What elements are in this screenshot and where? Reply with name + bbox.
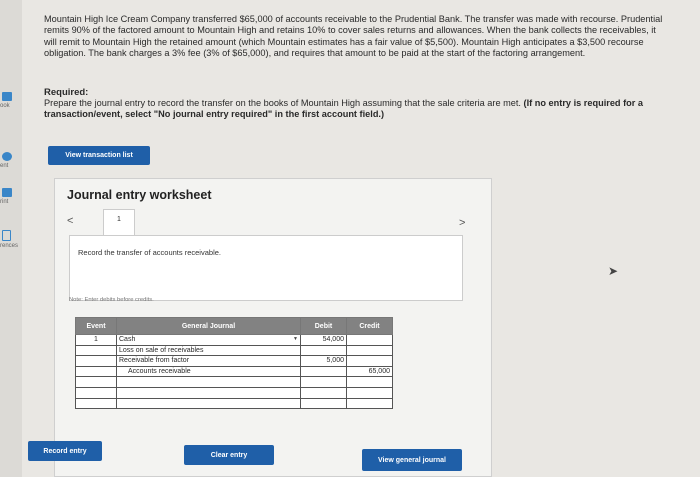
debit-cell[interactable] xyxy=(301,366,347,377)
instruction-box xyxy=(69,235,463,301)
debit-cell[interactable] xyxy=(301,345,347,356)
table-row xyxy=(76,356,393,367)
debit-cell[interactable] xyxy=(301,398,347,409)
account-cell[interactable] xyxy=(117,387,301,398)
journal-table xyxy=(75,317,393,409)
table-row xyxy=(76,366,393,377)
table-row xyxy=(76,387,393,398)
account-cell[interactable]: Receivable from factor xyxy=(117,356,301,367)
table-row xyxy=(76,345,393,356)
book-icon xyxy=(2,92,12,101)
print-icon xyxy=(2,188,12,197)
credit-cell[interactable]: 65,000 xyxy=(347,366,393,377)
account-cell[interactable] xyxy=(117,377,301,388)
table-row xyxy=(76,335,393,346)
worksheet-title: Journal entry worksheet xyxy=(67,188,212,202)
sidebar-item-label: ook xyxy=(0,103,10,109)
credit-cell[interactable] xyxy=(347,398,393,409)
required-instruction: Prepare the journal entry to record the transfer on the books of Mountain High assuming that the sale criteria are met. xyxy=(44,98,521,108)
debit-cell[interactable]: 5,000 xyxy=(301,356,347,367)
prev-arrow-icon[interactable]: < xyxy=(67,215,74,227)
required-note: (If no entry is required for a transaction/event, select "No journal entry required" in the first account field.) xyxy=(44,98,644,120)
record-entry-button[interactable]: Record entry xyxy=(28,441,102,461)
event-cell xyxy=(76,387,117,398)
account-cell[interactable] xyxy=(117,335,301,346)
table-header-row xyxy=(76,318,393,335)
account-cell[interactable]: Loss on sale of receivables xyxy=(117,345,301,356)
account-value: Cash xyxy=(119,336,136,344)
header-debit: Debit xyxy=(301,318,347,335)
problem-text: Mountain High Ice Cream Company transferred $65,000 of accounts receivable to the Prudential Bank. The transfer was made with recourse. Prudential remits 90% of the factored amount to Mountain High and retains 10% to cover sales returns and allowances. When the bank collects the receivables, it will remit to Mountain High the retained amount (which Mountain estimates has a fair value of $5,500). Mountain High anticipates a $3,500 recourse obligation. The bank charges a 3% fee (3% of $65,000), and requires that amount to be paid at the start of the factoring arrangement. xyxy=(44,14,663,58)
journal-entry-worksheet xyxy=(54,178,492,477)
sidebar-item-label: rences xyxy=(0,243,19,249)
table-row xyxy=(76,377,393,388)
header-general-journal: General Journal xyxy=(117,318,301,335)
sidebar-item-ebook[interactable] xyxy=(0,92,22,109)
event-cell xyxy=(76,356,117,367)
required-text xyxy=(44,98,674,121)
credit-cell[interactable] xyxy=(347,335,393,346)
event-cell xyxy=(76,377,117,388)
event-cell xyxy=(76,398,117,409)
clear-entry-button[interactable]: Clear entry xyxy=(184,445,274,465)
sidebar xyxy=(0,0,22,477)
sidebar-item-references[interactable] xyxy=(0,230,22,249)
sidebar-item-hint[interactable] xyxy=(0,152,22,169)
tab-1[interactable]: 1 xyxy=(103,209,135,236)
credit-cell[interactable] xyxy=(347,387,393,398)
required-heading: Required: xyxy=(44,87,89,98)
credit-cell[interactable] xyxy=(347,356,393,367)
debit-cell[interactable]: 54,000 xyxy=(301,335,347,346)
account-cell[interactable]: Accounts receivable xyxy=(117,366,301,377)
problem-statement xyxy=(44,14,670,59)
references-icon xyxy=(2,230,11,241)
instruction-text: Record the transfer of accounts receivable. xyxy=(78,248,221,257)
view-transaction-list-button[interactable]: View transaction list xyxy=(48,146,150,165)
event-cell: 1 xyxy=(76,335,117,346)
account-cell[interactable] xyxy=(117,398,301,409)
table-row xyxy=(76,398,393,409)
header-credit: Credit xyxy=(347,318,393,335)
note-text: Note: Enter debits before credits. xyxy=(69,297,154,303)
sidebar-item-label: rint xyxy=(0,199,9,205)
event-cell xyxy=(76,366,117,377)
hint-icon xyxy=(2,152,12,161)
sidebar-item-print[interactable] xyxy=(0,188,22,205)
mouse-cursor-icon: ➤ xyxy=(608,264,619,278)
debit-cell[interactable] xyxy=(301,377,347,388)
event-cell xyxy=(76,345,117,356)
sidebar-item-label: ent xyxy=(0,163,9,169)
next-arrow-icon[interactable]: > xyxy=(459,217,466,229)
debit-cell[interactable] xyxy=(301,387,347,398)
credit-cell[interactable] xyxy=(347,377,393,388)
view-general-journal-button[interactable]: View general journal xyxy=(362,449,462,471)
dropdown-arrow-icon[interactable]: ▼ xyxy=(293,336,298,343)
header-event: Event xyxy=(76,318,117,335)
credit-cell[interactable] xyxy=(347,345,393,356)
